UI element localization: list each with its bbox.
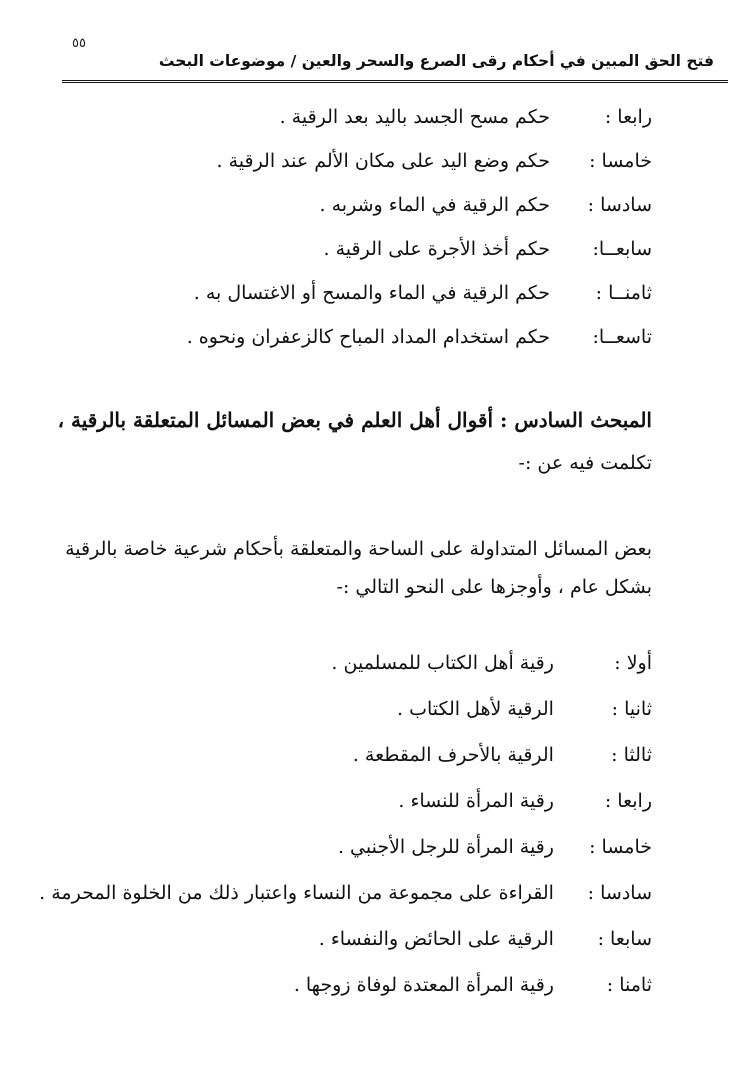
page-number: ٥٥ <box>72 36 86 51</box>
list-item-text: رقية أهل الكتاب للمسلمين . <box>331 652 554 674</box>
list-item-text: حكم أخذ الأجرة على الرقية . <box>323 238 550 260</box>
header-divider <box>62 80 728 83</box>
section-intro: تكلمت فيه عن :- <box>518 452 652 474</box>
list-item-text: الرقية على الحائض والنفساء . <box>318 928 554 950</box>
list-item-text: حكم استخدام المداد المباح كالزعفران ونحوه . <box>186 326 550 348</box>
body-paragraph <box>12 530 652 606</box>
section-heading: المبحث السادس : أقوال أهل العلم في بعض المسائل المتعلقة بالرقية ، <box>57 408 652 432</box>
list-item-label: سادسا : <box>587 882 652 904</box>
list-item <box>39 882 652 904</box>
list-item <box>294 974 652 996</box>
list-item-label: سابعــا: <box>592 238 652 260</box>
list-item-label: أولا : <box>614 652 652 674</box>
list-item <box>353 744 652 766</box>
list-item <box>187 326 652 348</box>
list-item-text: الرقية بالأحرف المقطعة . <box>352 744 554 766</box>
paragraph-line: بعض المسائل المتداولة على الساحة والمتعلقة بأحكام شرعية خاصة بالرقية <box>65 538 652 560</box>
list-item-label: رابعا : <box>604 790 652 812</box>
list-item <box>320 194 652 216</box>
list-item-label: خامسا : <box>589 836 652 858</box>
topics-list-2 <box>12 652 652 1012</box>
list-item <box>397 698 652 720</box>
list-item <box>398 790 652 812</box>
list-item-label: رابعا : <box>604 106 652 128</box>
list-item-text: حكم مسح الجسد باليد بعد الرقية . <box>279 106 550 128</box>
list-item-text: رقية المرأة المعتدة لوفاة زوجها . <box>293 974 554 996</box>
list-item-label: ثامنــا : <box>595 282 652 304</box>
list-item <box>319 928 652 950</box>
list-item <box>338 836 652 858</box>
list-item <box>216 150 652 172</box>
list-item <box>324 238 652 260</box>
list-item-label: ثامنا : <box>606 974 652 996</box>
list-item-text: حكم الرقية في الماء والمسح أو الاغتسال به . <box>193 282 550 304</box>
list-item-text: حكم وضع اليد على مكان الألم عند الرقية . <box>216 150 550 172</box>
list-item-text: رقية المرأة للرجل الأجنبي . <box>337 836 554 858</box>
list-item <box>194 282 652 304</box>
list-item-text: الرقية لأهل الكتاب . <box>397 698 554 720</box>
paragraph-line: بشكل عام ، وأوجزها على النحو التالي :- <box>336 576 652 598</box>
list-item-text: رقية المرأة للنساء . <box>398 790 554 812</box>
list-item-text: القراءة على مجموعة من النساء واعتبار ذلك من الخلوة المحرمة . <box>39 882 554 904</box>
list-item-label: تاسعــا: <box>592 326 652 348</box>
list-item-label: ثانيا : <box>611 698 652 720</box>
list-item-label: سادسا : <box>587 194 652 216</box>
list-item-label: سابعا : <box>597 928 652 950</box>
list-item <box>331 652 652 674</box>
running-header: فتح الحق المبين في أحكام رقى الصرع والسحر والعين / موضوعات البحث <box>158 52 714 70</box>
list-item-label: خامسا : <box>589 150 652 172</box>
list-item <box>280 106 652 128</box>
list-item-text: حكم الرقية في الماء وشربه . <box>319 194 550 216</box>
list-item-label: ثالثا : <box>611 744 652 766</box>
topics-list-1 <box>92 106 652 366</box>
